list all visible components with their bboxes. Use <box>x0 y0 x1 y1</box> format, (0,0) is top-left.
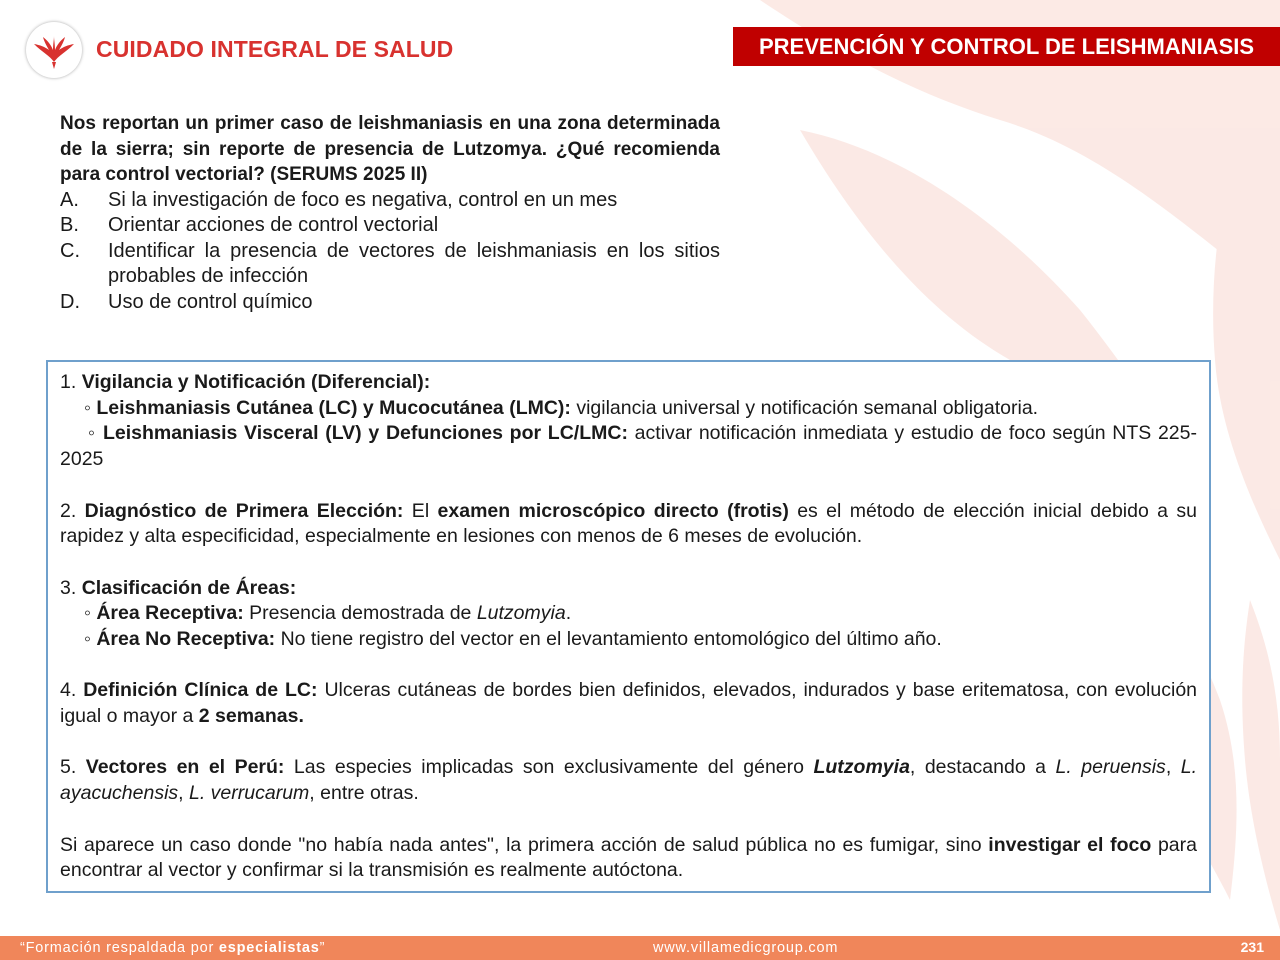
option-text: Uso de control químico <box>108 290 313 313</box>
option-text: Identificar la presencia de vectores de leishmaniasis en los sitios probables de infección <box>108 239 720 287</box>
section-title: Clasificación de Áreas: <box>81 576 297 599</box>
footer-bar <box>0 936 1280 960</box>
phoenix-logo-icon <box>26 22 82 78</box>
option-c <box>60 239 720 290</box>
bullet-text: vigilancia universal y notificación semanal obligatoria. <box>570 396 1039 419</box>
section-text: El <box>403 499 438 522</box>
bullet-text: . <box>565 602 572 625</box>
section-5-paragraph <box>60 755 1197 806</box>
bullet-label: Área Receptiva: <box>96 602 244 625</box>
section-number: 2. <box>60 499 85 522</box>
section-3-heading <box>60 576 1197 602</box>
page-number: 231 <box>1240 939 1264 955</box>
separator: , <box>1165 756 1181 779</box>
option-d <box>60 290 720 316</box>
section-emphasis: examen microscópico directo (frotis) <box>437 499 789 522</box>
section-emphasis: 2 semanas. <box>198 705 304 728</box>
question-text: Nos reportan un primer caso de leishmaniasis en una zona determinada de la sierra; sin reporte de presencia de Lutzomya. ¿Qué recomienda para control vectorial? (SERUMS 2025 II) <box>60 113 720 185</box>
brand-logo <box>26 22 82 78</box>
section-4-paragraph <box>60 678 1197 729</box>
footer-slogan <box>20 940 325 956</box>
bullet-text: Presencia demostrada de <box>243 602 477 625</box>
bullet-label: Leishmaniasis Cutánea (LC) y Mucocutánea (LMC): <box>96 396 571 419</box>
section-1-bullet-2 <box>60 421 1197 472</box>
bullet-mark: ◦ <box>84 628 97 650</box>
section-title: Diagnóstico de Primera Elección: <box>84 499 404 522</box>
bullet-italic: Lutzomyia <box>476 602 566 625</box>
option-letter: B. <box>60 214 79 236</box>
bullet-text: activar notificación inmediata y estudio de foco según NTS 225-2025 <box>60 422 1197 471</box>
section-3-bullet-2 <box>60 627 1197 653</box>
option-text: Si la investigación de foco es negativa, control en un mes <box>108 188 618 211</box>
option-letter: D. <box>60 290 80 313</box>
species-name: L. verrucarum <box>189 782 310 805</box>
slogan-emphasis: especialistas <box>218 940 320 956</box>
closing-text: Si aparece un caso donde "no había nada antes", la primera acción de salud pública no es fumigar, sino <box>60 833 989 856</box>
bullet-mark: ◦ <box>88 422 103 445</box>
slogan-text: “Formación respaldada por <box>20 940 219 956</box>
section-2-paragraph <box>60 499 1197 550</box>
question-block <box>60 111 720 315</box>
section-text: es el método de elección inicial debido a su rapidez y alta especificidad, especialmente en lesiones con menos de 6 meses de evolución. <box>60 499 1197 548</box>
bullet-text: No tiene registro del vector en el levantamiento entomológico del último año. <box>275 628 942 650</box>
summary-box <box>46 360 1211 893</box>
bullet-mark: ◦ <box>84 396 97 419</box>
section-1-bullet-1 <box>60 396 1197 422</box>
answer-options <box>60 188 720 316</box>
option-letter: C. <box>60 239 80 262</box>
separator: , <box>178 782 189 805</box>
option-b <box>60 213 720 239</box>
option-text: Orientar acciones de control vectorial <box>108 214 439 236</box>
section-text: Las especies implicadas son exclusivamente del género <box>284 756 814 779</box>
section-number: 5. <box>60 756 86 779</box>
bullet-mark: ◦ <box>84 602 97 625</box>
footer-website: www.villamedicgroup.com <box>653 940 839 956</box>
closing-paragraph <box>60 833 1197 884</box>
section-1-heading <box>60 370 1197 396</box>
section-title: Vectores en el Perú: <box>85 756 285 779</box>
section-number: 3. <box>60 576 82 599</box>
section-title: Vigilancia y Notificación (Diferencial): <box>81 371 431 393</box>
option-letter: A. <box>60 188 79 211</box>
section-number: 1. <box>60 371 82 393</box>
bullet-label: Leishmaniasis Visceral (LV) y Defunciones por LC/LMC: <box>102 422 628 445</box>
section-text: Ulceras cutáneas de bordes bien definidos, elevados, indurados y base eritematosa, con evolución igual o mayor a <box>60 679 1198 728</box>
species-name: L. peruensis <box>1055 756 1166 779</box>
closing-text: para encontrar al vector y confirmar si la transmisión es realmente autóctona. <box>60 833 1197 882</box>
section-text: , entre otras. <box>309 782 419 805</box>
section-3-bullet-1 <box>60 601 1197 627</box>
bullet-label: Área No Receptiva: <box>96 628 276 650</box>
closing-emphasis: investigar el foco <box>988 833 1152 856</box>
slogan-text: ” <box>319 940 326 956</box>
section-number: 4. <box>60 679 84 702</box>
brand-title: CUIDADO INTEGRAL DE SALUD <box>96 36 454 62</box>
section-text: , destacando a <box>909 756 1056 779</box>
option-a <box>60 188 720 214</box>
topic-banner: PREVENCIÓN Y CONTROL DE LEISHMANIASIS <box>733 27 1280 66</box>
genus-name: Lutzomyia <box>813 756 910 779</box>
species-name: L. ayacuchensis <box>60 756 1197 805</box>
section-title: Definición Clínica de LC: <box>83 679 318 702</box>
